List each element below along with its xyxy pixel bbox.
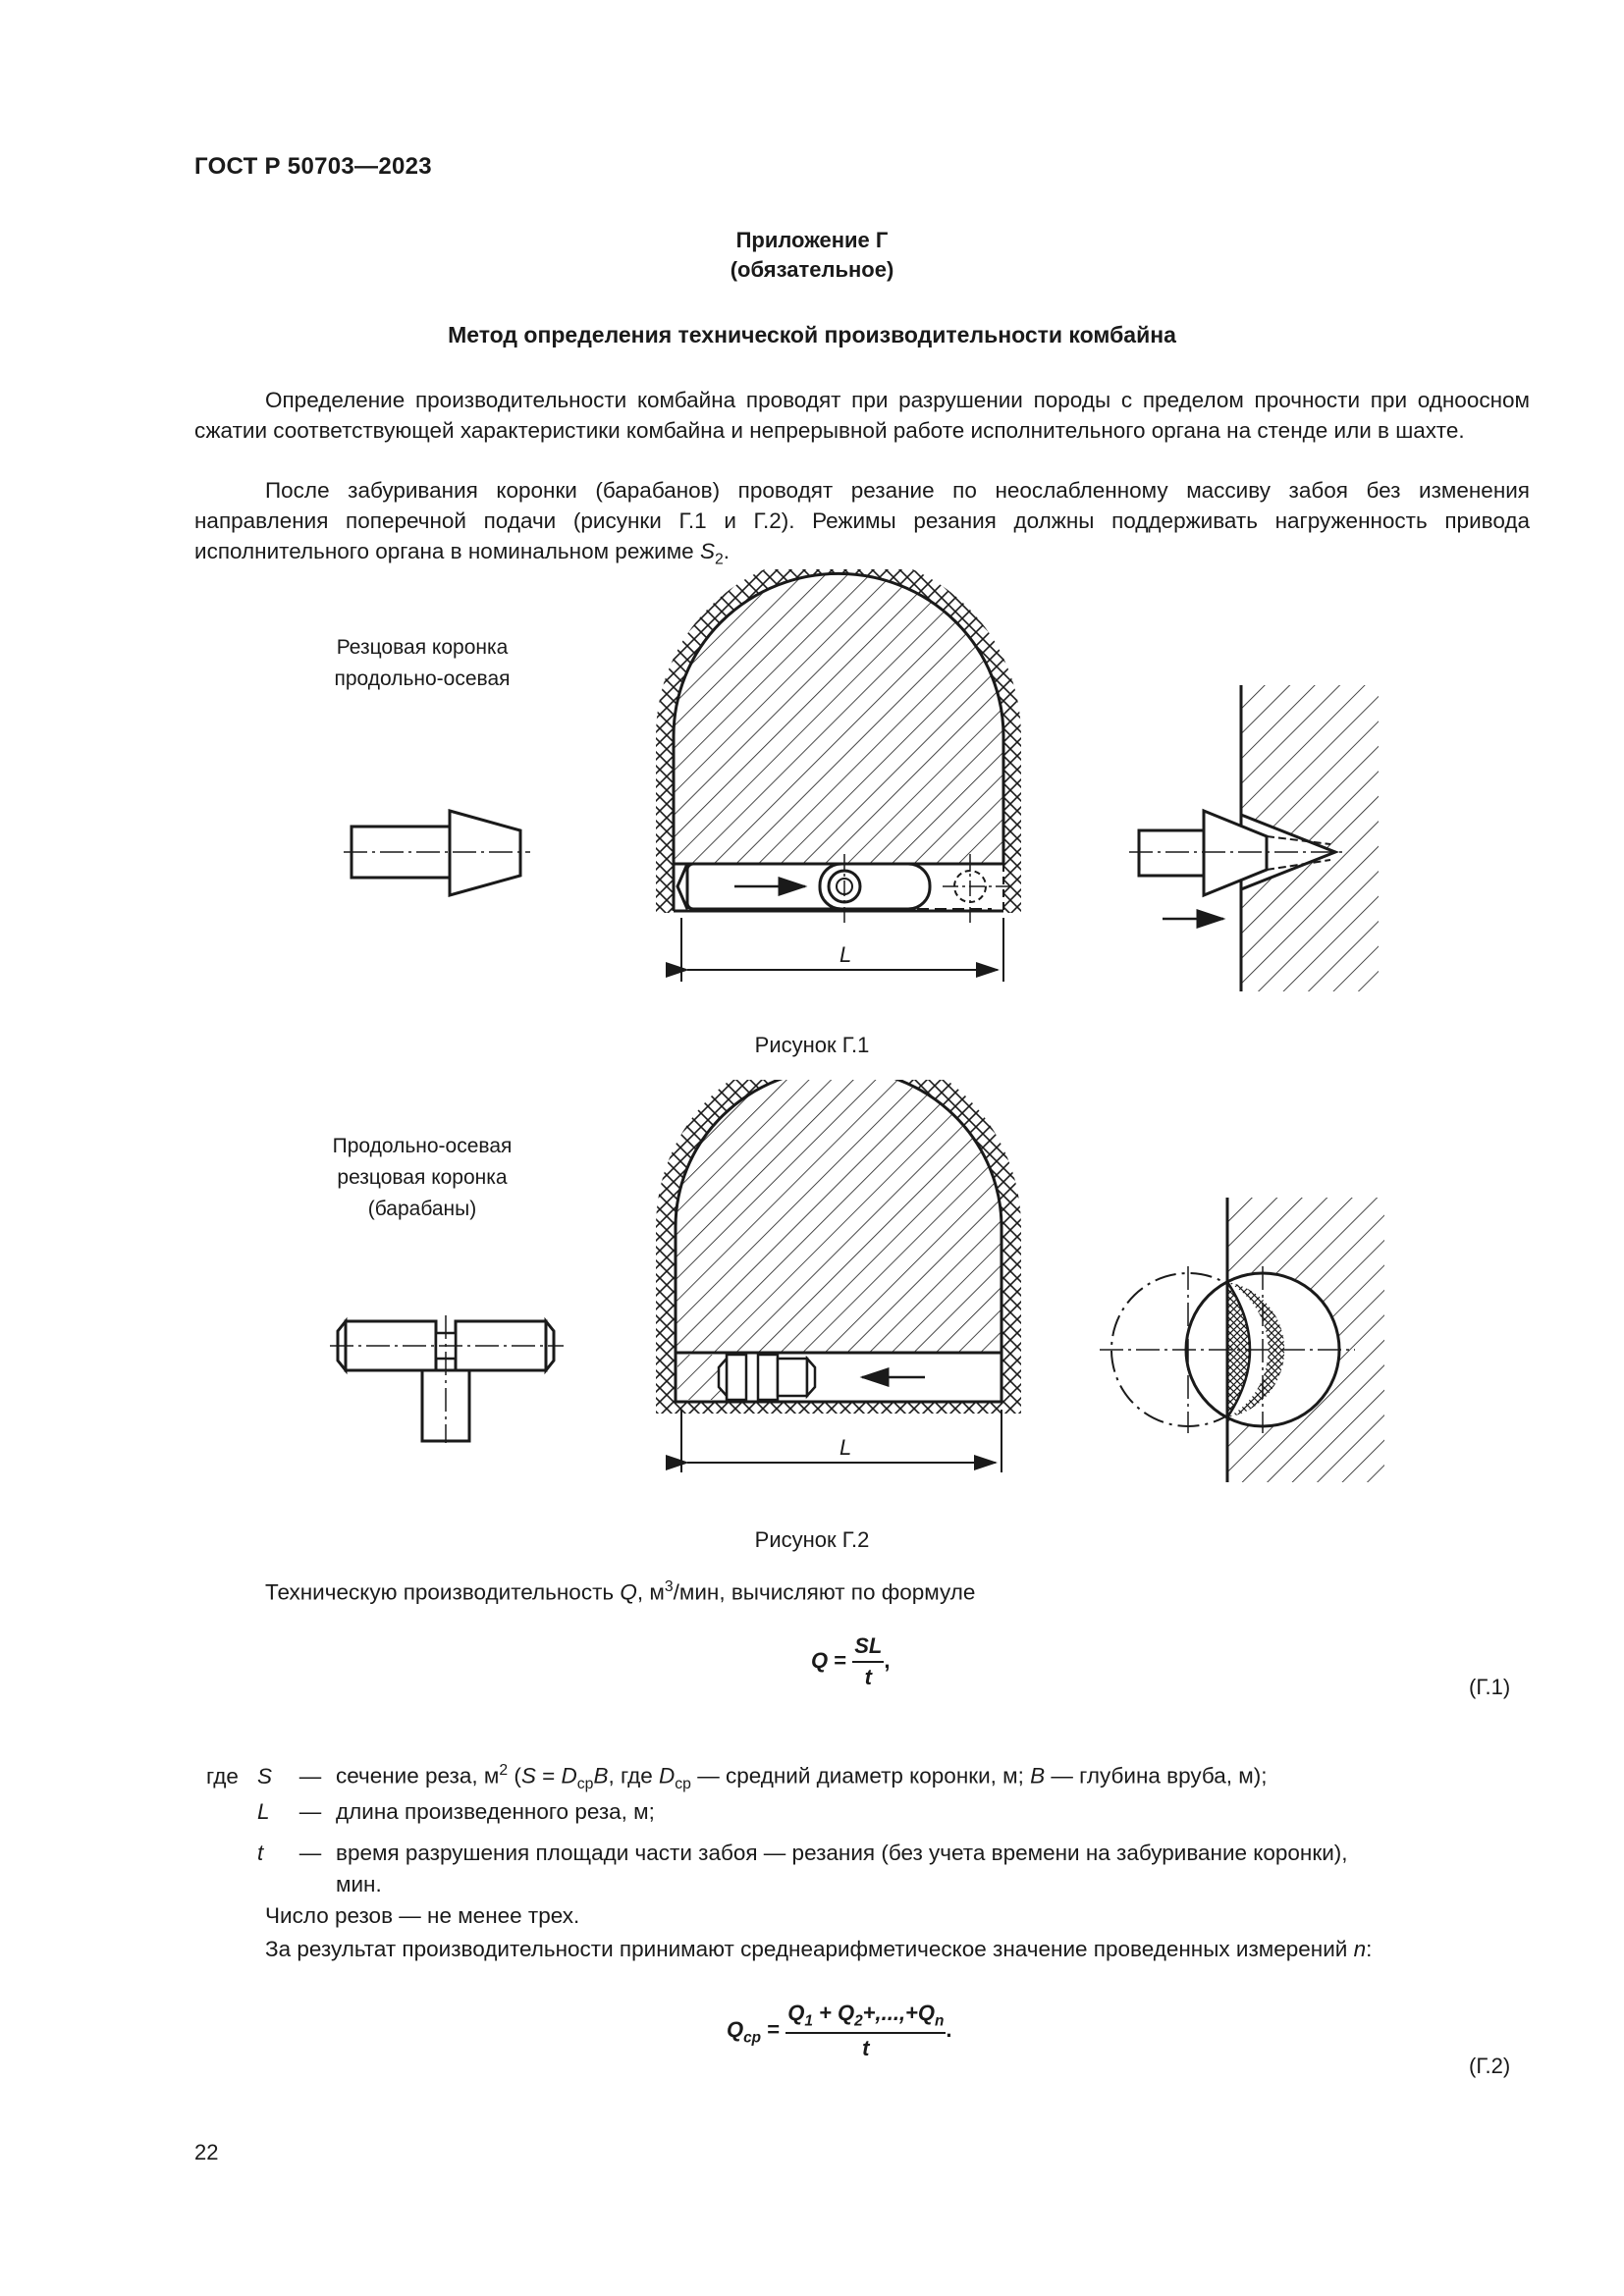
figure1-label: Резцовая коронка продольно-осевая <box>334 636 511 690</box>
where-item-t: t — время разрушения площади части забоя — резания (без учета времени на забуривание коронки), <box>257 1841 1348 1865</box>
section-title: Метод определения технической производительности комбайна <box>448 322 1176 347</box>
figure1-drawing <box>0 569 1624 1021</box>
tunnel-face-2 <box>656 1080 1021 1472</box>
result-sentence: За результат производительности принимают среднеарифметическое значение проведенных измерений n: <box>265 1937 1373 1961</box>
formula-1-number: (Г.1) <box>1469 1675 1511 1699</box>
figure2-caption: Рисунок Г.2 <box>754 1527 870 1552</box>
formula-2-number: (Г.2) <box>1469 2054 1511 2078</box>
intro-paragraph-2: После забуривания коронки (барабанов) проводят резание по неослабленному массиву забоя без изменения направления поперечной подачи (рисунки Г.1 и Г.2). Режимы резания должны поддерживать нагруженность привода исполнительного органа в номинальном режиме $S_2$. <box>194 478 1530 568</box>
where-item-t-cont: мин. <box>336 1872 382 1896</box>
appendix-status: (обязательное) <box>730 257 894 282</box>
drum-icon-2 <box>330 1315 564 1443</box>
figure1-dimension-label: L <box>839 942 852 967</box>
side-view-1 <box>1129 685 1379 991</box>
figure2-label: Продольно-осевая резцовая коронка (барабаны) <box>332 1135 513 1220</box>
tunnel-face-1 <box>656 569 1021 982</box>
figure2-drawing <box>0 1080 1624 1512</box>
formula-intro: Техническую производительность Q, $м^3$/мин, вычисляют по формуле <box>265 1578 976 1605</box>
cut-count: Число резов — не менее трех. <box>265 1903 580 1928</box>
appendix-title: Приложение Г <box>735 228 889 252</box>
side-view-2 <box>1100 1198 1384 1482</box>
where-item-s: где S — сечение реза, $м^2$ ($S = D_{ср}B$, где $D_{ср}$ — средний диаметр коронки, м; B — глубина вруба, м); <box>206 1762 1268 1792</box>
formula-1-fraction: $\frac{SL}{t}$ <box>854 1633 883 1689</box>
crown-icon-1 <box>344 811 530 895</box>
formula-1: Q = $\frac{SL}{t}$ , <box>811 1633 891 1689</box>
intro-paragraph-1: Определение производительности комбайна проводят при разрушении породы с пределом прочности при одноосном сжатии соответствующей характеристики комбайна и непрерывной работе исполнительного органа на стенде или в шахте. <box>194 388 1530 443</box>
figure1-caption: Рисунок Г.1 <box>754 1033 870 1057</box>
where-item-l: L — длина произведенного реза, м; <box>257 1799 655 1824</box>
formula-2-fraction: $\frac{Q_1 + Q_2+,...,+Q_n}{t}$ <box>787 2001 945 2061</box>
document-code: ГОСТ Р 50703—2023 <box>194 153 432 180</box>
figure2-dimension-label: L <box>839 1435 852 1460</box>
page-number: 22 <box>194 2140 219 2164</box>
formula-2: $Q_{ср}$ = $\frac{Q_1 + Q_2+,...,+Q_n}{t}$ . <box>727 2001 952 2061</box>
